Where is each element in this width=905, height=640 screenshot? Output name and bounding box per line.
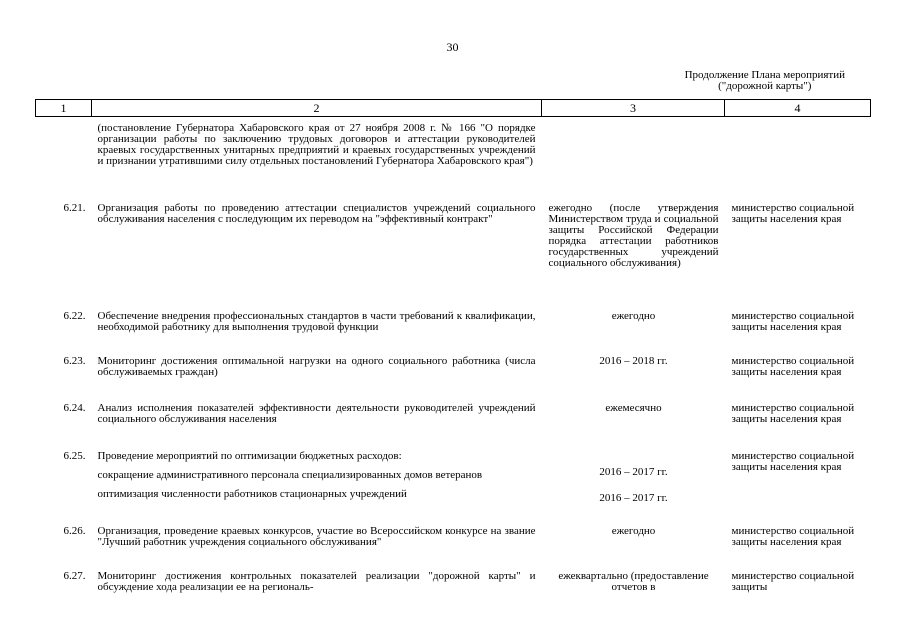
row-action: Организация работы по проведению аттестации специалистов учреждений социального обслуживания населения с последующим их переводом на "эффективный контракт" (97, 201, 536, 225)
row-term: ежегодно (611, 309, 656, 322)
page-number: 30 (446, 40, 459, 54)
row-executor (725, 117, 871, 203)
row-number: 6.25. (63, 449, 86, 462)
continuation-line-1: Продолжение Плана мероприятий (684, 69, 845, 81)
row-term: ежегодно (после утверждения Министерством труда и социальной защиты Российской Федерации порядка аттестации работников государственных учреждений социального обслуживания) (548, 201, 719, 269)
row-executor: министерство социальной защиты населения края (731, 201, 855, 225)
table-row (36, 203, 871, 311)
row-action: Мониторинг достижения оптимальной нагрузки на одного социального работника (числа обслуживаемых граждан) (97, 354, 536, 378)
row-executor: министерство социальной защиты населения края (731, 354, 855, 378)
table-row (36, 403, 871, 451)
row-number: 6.24. (63, 401, 86, 414)
row-action: Анализ исполнения показателей эффективности деятельности руководителей учреждений социального обслуживания населения (97, 401, 536, 425)
column-header-3: 3 (542, 100, 725, 117)
row-number: 6.23. (63, 354, 86, 367)
row-number: 6.27. (63, 569, 86, 582)
row-subaction: оптимизация численности работников стационарных учреждений (97, 487, 407, 500)
row-action-group (92, 451, 542, 526)
row-term: ежеквартально (предоставление отчетов в (558, 569, 709, 593)
continuation-heading (685, 70, 845, 92)
row-action: Мониторинг достижения контрольных показателей реализации "дорожной карты" и обсуждение хода реализации ее на региональ- (97, 569, 536, 593)
table-row (36, 451, 871, 526)
row-subaction: сокращение административного персонала специализированных домов ветеранов (97, 468, 483, 481)
row-term: 2016 – 2018 гг. (599, 354, 668, 367)
table-row (36, 356, 871, 403)
table-row (36, 311, 871, 356)
table-row (36, 571, 871, 595)
row-executor: министерство социальной защиты (731, 569, 855, 593)
row-executor: министерство социальной защиты населения края (731, 401, 855, 425)
continuation-line-2: ("дорожной карты") (718, 80, 812, 92)
row-number: 6.22. (63, 309, 86, 322)
row-executor: министерство социальной защиты населения края (731, 524, 855, 548)
row-action: Проведение мероприятий по оптимизации бюджетных расходов: (97, 449, 402, 462)
table-row (36, 526, 871, 571)
row-term: 2016 – 2017 гг. (599, 465, 668, 478)
row-term: ежегодно (611, 524, 656, 537)
row-term (542, 117, 725, 203)
column-header-2: 2 (92, 100, 542, 117)
column-header-4: 4 (725, 100, 871, 117)
plan-table (35, 99, 871, 595)
row-action: (постановление Губернатора Хабаровского края от 27 ноября 2008 г. № 166 "О порядке организации работы по заключению трудовых договоров и аттестации руководителей краевых государственных унитарных предприятий и краевых государственных учреждений и признании утратившими силу отдельных постановлений Губернатора Хабаровского края") (97, 122, 536, 167)
row-number (36, 117, 92, 203)
row-term: ежемесячно (605, 401, 662, 414)
row-term: 2016 – 2017 гг. (599, 491, 668, 504)
row-action: Организация, проведение краевых конкурсов, участие во Всероссийском конкурсе на звание "Лучший работник учреждения социального обслуживания" (97, 524, 536, 548)
table-row (36, 117, 871, 203)
row-number: 6.21. (63, 201, 86, 214)
row-executor: министерство социальной защиты населения края (731, 309, 855, 333)
row-action: Обеспечение внедрения профессиональных стандартов в части требований к квалификации, необходимой работнику для выполнения трудовой функции (97, 309, 536, 333)
row-term-group (542, 451, 725, 526)
table-header-row (36, 100, 871, 117)
column-header-1: 1 (36, 100, 92, 117)
row-executor: министерство социальной защиты населения края (731, 449, 855, 473)
row-number: 6.26. (63, 524, 86, 537)
